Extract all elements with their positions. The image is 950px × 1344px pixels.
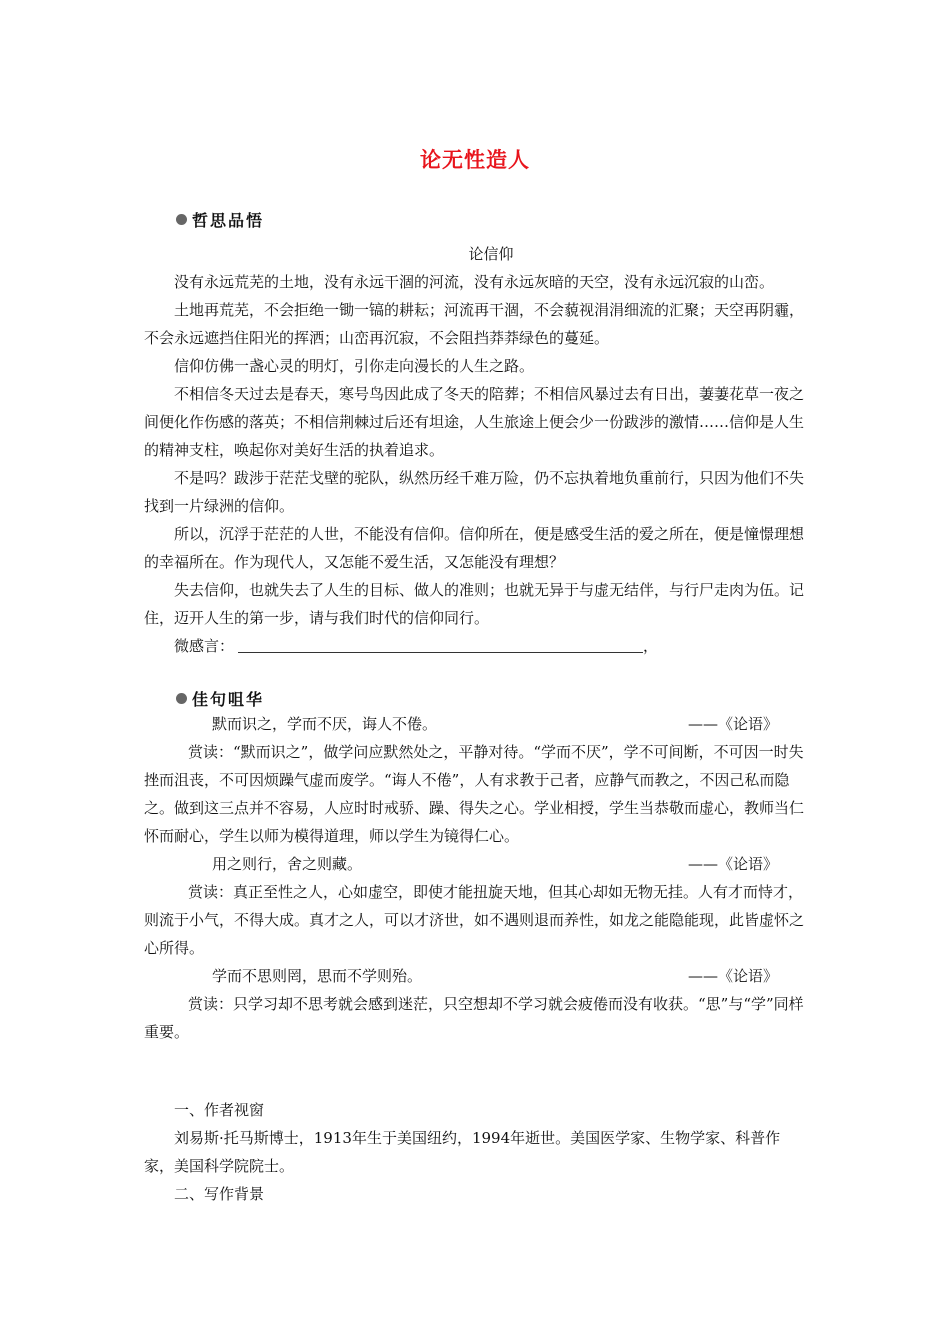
reflection-blank[interactable] (238, 636, 643, 653)
quote-text: 默而识之，学而不厌，诲人不倦。 (212, 715, 438, 733)
page-title: 论无性造人 (420, 147, 530, 172)
quote-text: 学而不思则罔，思而不学则殆。 (212, 967, 423, 985)
author-heading: 一、作者视窗 (174, 1101, 265, 1119)
section-label: 哲思品悟 (192, 211, 265, 230)
quote-source: ——《论语》 (688, 715, 779, 733)
reflection-line (144, 632, 808, 660)
essay-paragraph: 信仰仿佛一盏心灵的明灯，引你走向漫长的人生之路。 (174, 357, 535, 375)
quote-line (144, 710, 808, 738)
quotes-block (144, 710, 808, 1046)
reflection-label: 微感言： (174, 637, 235, 655)
author-text: 刘易斯·托马斯博士，1913年生于美国纽约，1994年逝世。美国医学家、生物学家、科普作家，美国科学院院士。 (144, 1129, 781, 1175)
background-heading: 二、写作背景 (174, 1185, 265, 1203)
section-heading-philosophy (176, 208, 264, 231)
quote-line (144, 850, 808, 878)
reflection-end: ， (643, 637, 659, 655)
essay-paragraph: 所以，沉浮于茫茫的人世，不能没有信仰。信仰所在，便是感受生活的爱之所在，便是憧憬理想的幸福所在。作为现代人，又怎能不爱生活，又怎能没有理想？ (144, 525, 805, 571)
essay-paragraph: 没有永远荒芜的土地，没有永远干涸的河流，没有永远灰暗的天空，没有永远沉寂的山峦。 (174, 273, 775, 291)
section-heading-quotes (176, 687, 264, 710)
essay-paragraph: 土地再荒芜，不会拒绝一锄一镐的耕耘；河流再干涸，不会藐视涓涓细流的汇聚；天空再阴霾，不会永远遮挡住阳光的挥洒；山峦再沉寂，不会阻挡莽莽绿色的蔓延。 (144, 301, 805, 347)
quote-note: 赏读：“默而识之”，做学问应默然处之，平静对待。“学而不厌”，学不可间断，不可因一时失挫而沮丧，不可因烦躁气虚而废学。“诲人不倦”，人有求教于己者，应静气而教之，不因己私而隐之。做到这三点并不容易，人应时时戒骄、躁、得失之心。学业相授，学生当恭敬而虚心，教师当仁怀而耐心，学生以师为模得道理，师以学生为镜得仁心。 (144, 743, 805, 845)
section-label: 佳句咀华 (192, 690, 265, 709)
quote-source: ——《论语》 (688, 967, 779, 985)
quote-note: 赏读：只学习却不思考就会感到迷茫，只空想却不学习就会疲倦而没有收获。“思”与“学”同样重要。 (144, 995, 804, 1041)
essay-heading: 论信仰 (468, 245, 514, 263)
bullet-icon (176, 693, 187, 704)
essay-paragraph: 失去信仰，也就失去了人生的目标、做人的准则；也就无异于与虚无结伴，与行尸走肉为伍。记住，迈开人生的第一步，请与我们时代的信仰同行。 (144, 581, 805, 627)
essay-paragraph: 不是吗？跋涉于茫茫戈壁的驼队，纵然历经千难万险，仍不忘执着地负重前行，只因为他们不失找到一片绿洲的信仰。 (144, 469, 805, 515)
notes-block (144, 1096, 808, 1208)
essay-block (144, 240, 808, 660)
bullet-icon (176, 214, 187, 225)
essay-paragraph: 不相信冬天过去是春天，寒号鸟因此成了冬天的陪葬；不相信风暴过去有日出，萋萋花草一夜之间便化作伤感的落英；不相信荆棘过后还有坦途，人生旅途上便会少一份跋涉的激情……信仰是人生的精神支柱，唤起你对美好生活的执着追求。 (144, 385, 805, 459)
quote-line (144, 962, 808, 990)
quote-text: 用之则行，舍之则藏。 (212, 855, 363, 873)
quote-note: 赏读：真正至性之人，心如虚空，即使才能扭旋天地，但其心却如无物无挂。人有才而恃才，则流于小气，不得大成。真才之人，可以才济世，如不遇则退而养性，如龙之能隐能现，此皆虚怀之心所得。 (144, 883, 805, 957)
quote-source: ——《论语》 (688, 855, 779, 873)
